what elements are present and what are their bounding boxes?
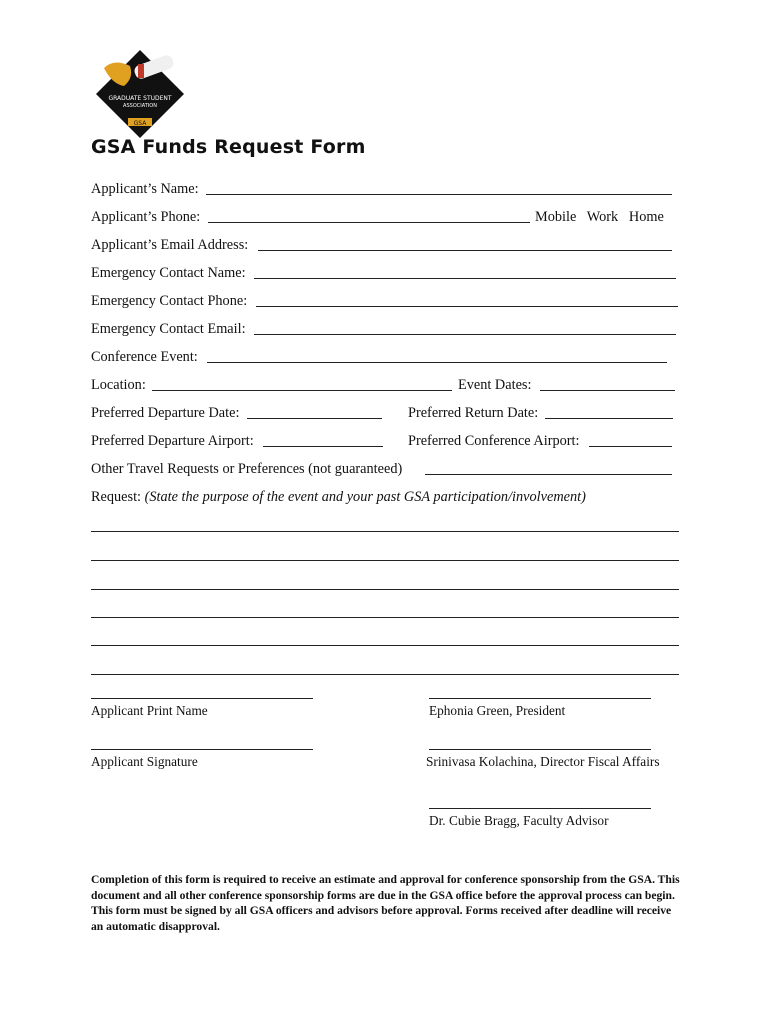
applicant-print-label: Applicant Print Name <box>91 703 208 718</box>
request-line-1[interactable] <box>91 531 679 532</box>
location-label: Location: <box>91 377 146 393</box>
conference-airport-label: Preferred Conference Airport: <box>408 433 580 449</box>
logo-text-2: ASSOCIATION <box>123 103 157 109</box>
applicant-email-label: Applicant’s Email Address: <box>91 237 249 253</box>
president-label: Ephonia Green, President <box>429 703 566 718</box>
event-dates-field[interactable] <box>540 390 675 391</box>
departure-airport-label: Preferred Departure Airport: <box>91 433 254 449</box>
return-date-label: Preferred Return Date: <box>408 405 539 421</box>
director-label: Srinivasa Kolachina, Director Fiscal Affairs <box>426 754 660 769</box>
emergency-email-field[interactable] <box>254 334 676 335</box>
page-title: GSA Funds Request Form <box>91 136 366 158</box>
gsa-logo <box>94 48 186 140</box>
request-line-3[interactable] <box>91 589 679 590</box>
emergency-name-label: Emergency Contact Name: <box>91 265 246 281</box>
president-signature-line[interactable] <box>429 698 651 699</box>
applicant-phone-label: Applicant’s Phone: <box>91 209 201 225</box>
logo-text-1: GRADUATE STUDENT <box>108 95 172 102</box>
emergency-email-label: Emergency Contact Email: <box>91 321 246 337</box>
conference-airport-field[interactable] <box>589 446 672 447</box>
logo-text-3: GSA <box>133 120 147 127</box>
request-line-6[interactable] <box>91 674 679 675</box>
other-requests-label: Other Travel Requests or Preferences (not guaranteed) <box>91 461 403 477</box>
conference-event-field[interactable] <box>207 362 667 363</box>
footer-notice: Completion of this form is required to receive an estimate and approval for conference sponsorship from the GSA. This document and all other conference sponsorship forms are due in the GSA office before the approval process can begin. This form must be signed by all GSA officers and advisors before approval. Forms received after deadline will receive an automatic disapproval. <box>91 873 680 933</box>
applicant-name-field[interactable] <box>206 194 672 195</box>
request-label <box>91 488 586 506</box>
request-line-2[interactable] <box>91 560 679 561</box>
gsa-logo-icon <box>94 48 186 140</box>
applicant-name-label: Applicant’s Name: <box>91 181 199 197</box>
event-dates-label: Event Dates: <box>458 377 532 393</box>
applicant-email-field[interactable] <box>258 250 672 251</box>
phone-type-options[interactable]: Mobile Work Home <box>535 209 664 225</box>
advisor-label: Dr. Cubie Bragg, Faculty Advisor <box>429 813 609 828</box>
emergency-name-field[interactable] <box>254 278 676 279</box>
request-line-5[interactable] <box>91 645 679 646</box>
request-line-4[interactable] <box>91 617 679 618</box>
applicant-signature-label: Applicant Signature <box>91 754 198 769</box>
conference-event-label: Conference Event: <box>91 349 198 365</box>
return-date-field[interactable] <box>545 418 673 419</box>
applicant-print-line[interactable] <box>91 698 313 699</box>
location-field[interactable] <box>152 390 452 391</box>
director-signature-line[interactable] <box>429 749 651 750</box>
request-label-text: Request: <box>91 489 142 505</box>
applicant-signature-line[interactable] <box>91 749 313 750</box>
emergency-phone-field[interactable] <box>256 306 678 307</box>
emergency-phone-label: Emergency Contact Phone: <box>91 293 248 309</box>
other-requests-field[interactable] <box>425 474 672 475</box>
applicant-phone-field[interactable] <box>208 222 530 223</box>
departure-date-field[interactable] <box>247 418 382 419</box>
advisor-signature-line[interactable] <box>429 808 651 809</box>
request-hint: (State the purpose of the event and your past GSA participation/involvement) <box>144 489 586 505</box>
departure-date-label: Preferred Departure Date: <box>91 405 240 421</box>
departure-airport-field[interactable] <box>263 446 383 447</box>
